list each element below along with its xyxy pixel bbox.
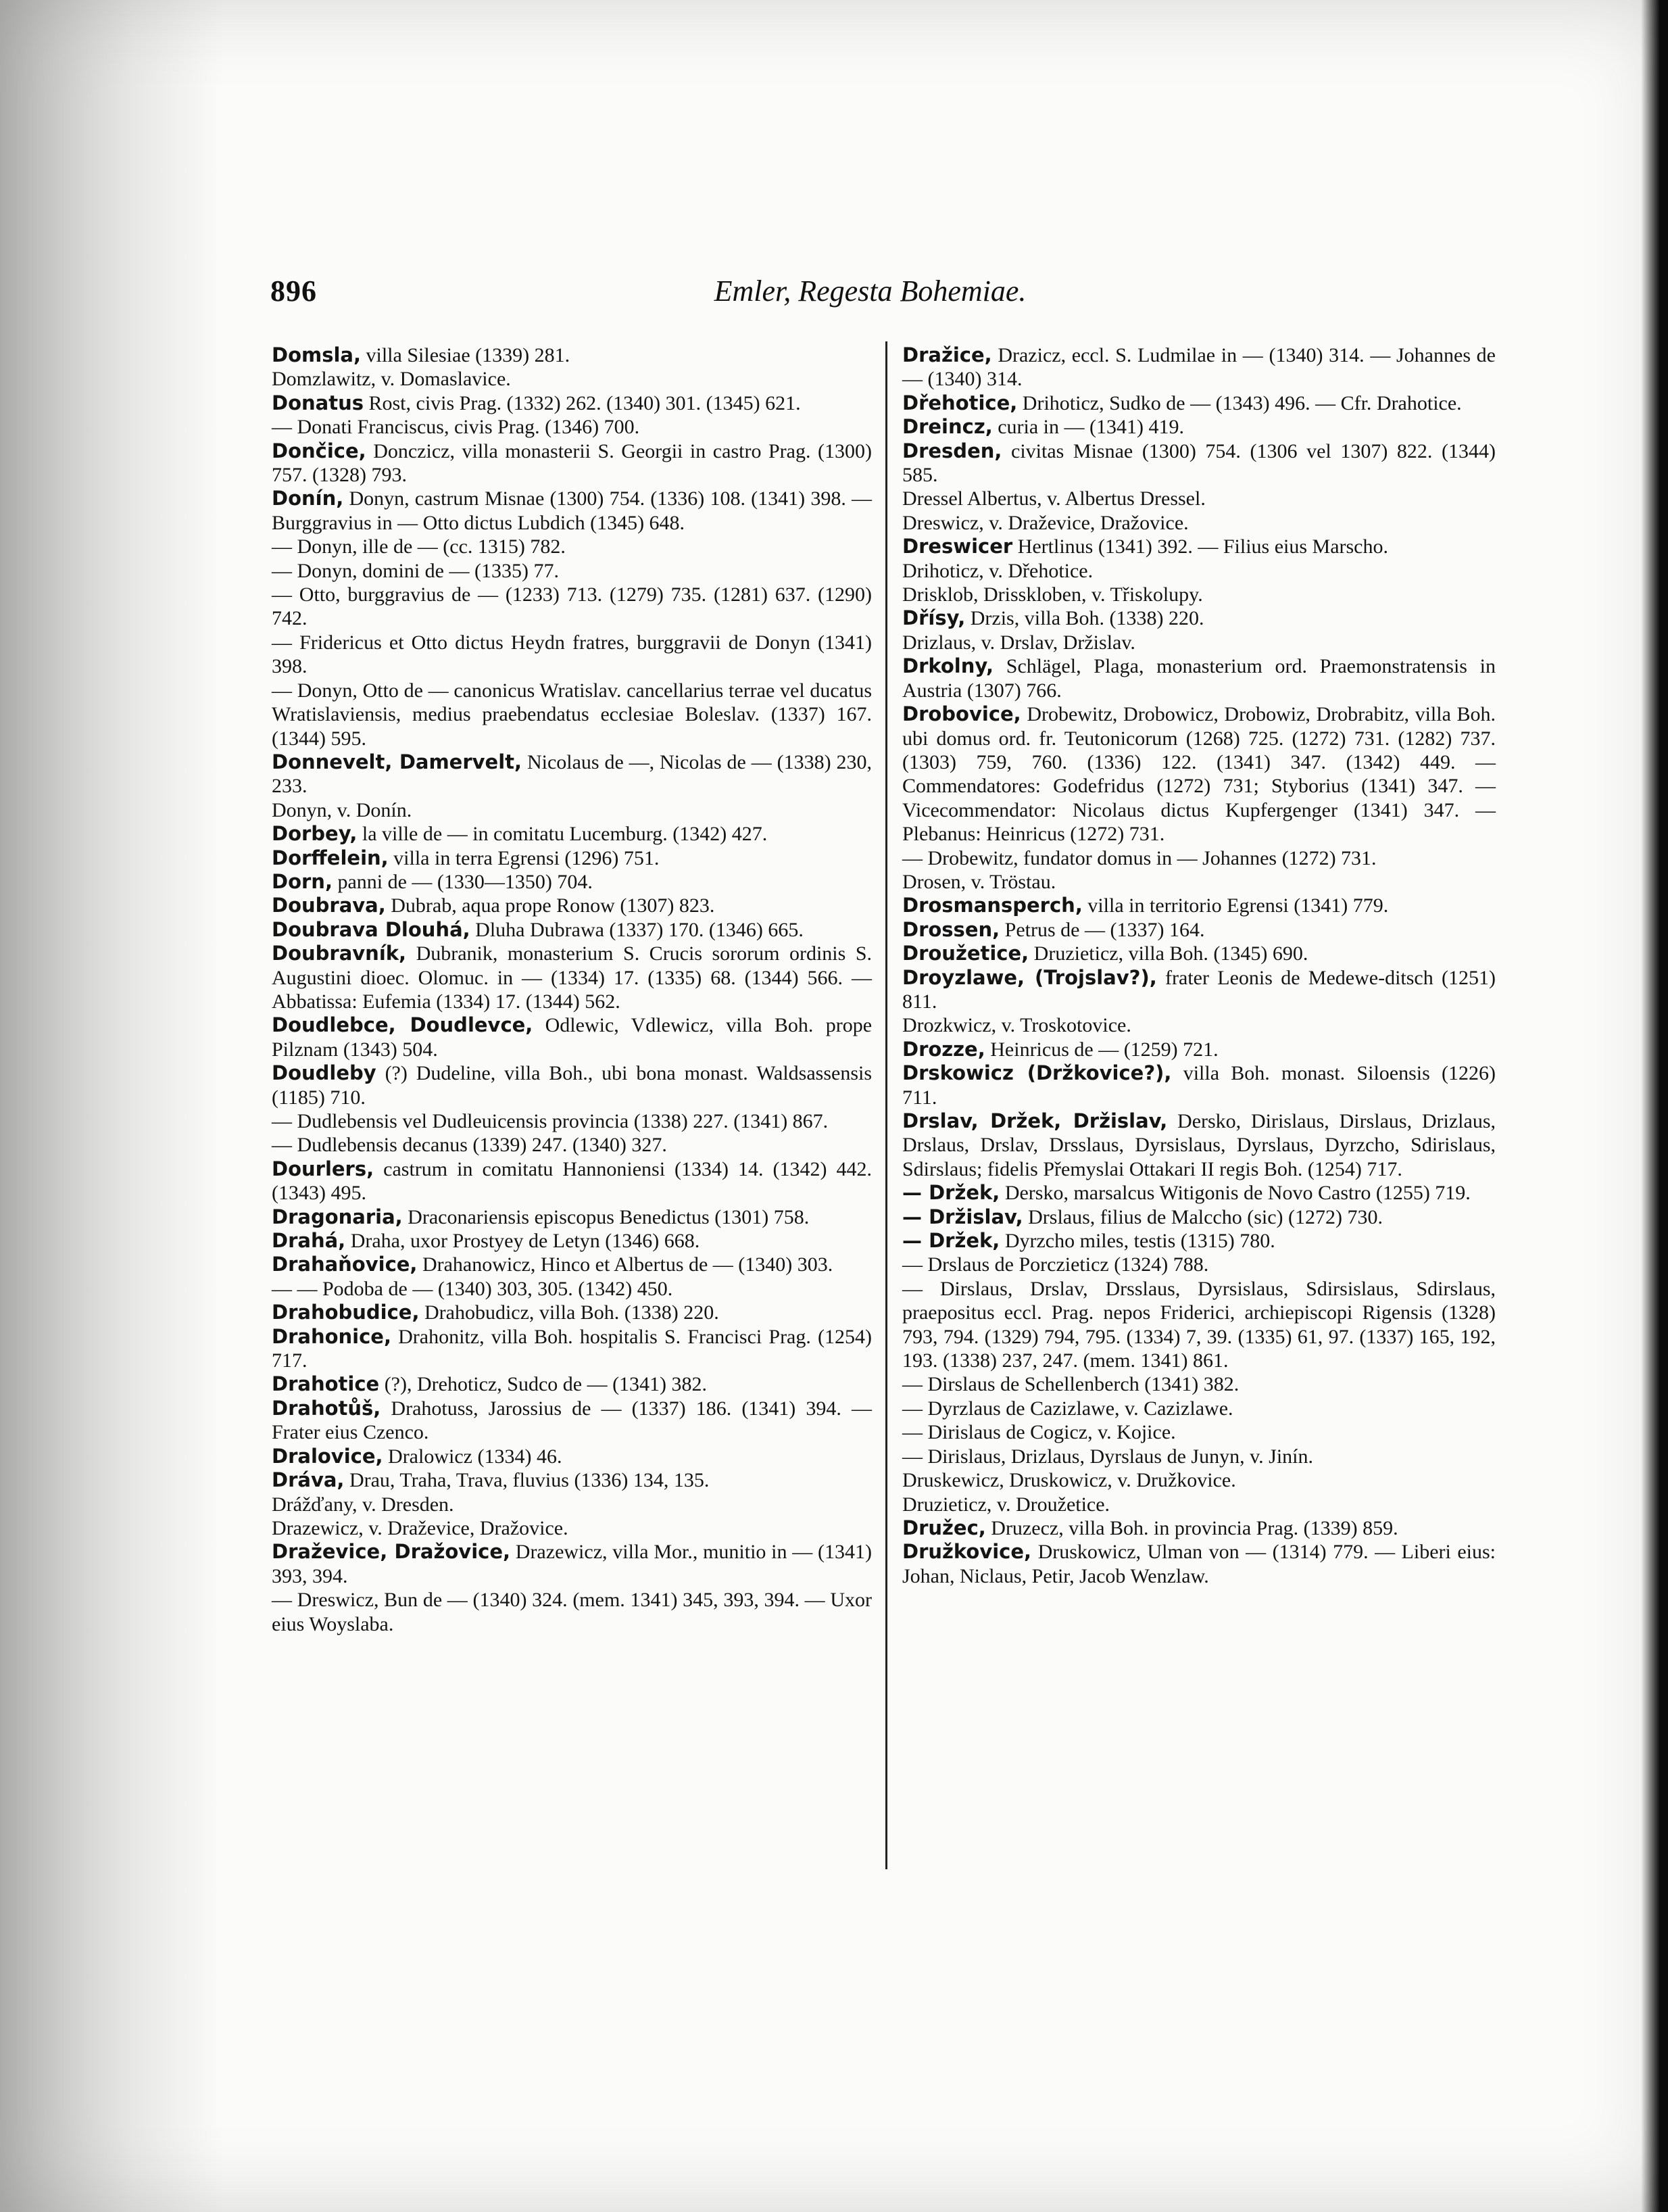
- entry-text: villa in territorio Egrensi (1341) 779.: [1087, 894, 1389, 917]
- entry-headword: Drskowicz (Držkovice?),: [902, 1061, 1172, 1085]
- entry-text: Draconariensis episcopus Benedictus (1301) 758.: [408, 1205, 810, 1228]
- index-entry: [902, 1013, 1496, 1037]
- entry-headword: Drkolny,: [902, 654, 994, 678]
- entry-text: Drahotuss, Jarossius de — (1337) 186. (1341) 394. — Frater eius Czenco.: [272, 1397, 872, 1444]
- index-entry: [272, 1301, 872, 1324]
- entry-text: Drihoticz, Sudko de — (1343) 496. — Cfr. Drahotice.: [1022, 391, 1462, 414]
- entry-text: Drobewitz, Drobowicz, Drobowiz, Drobrabitz, villa Boh. ubi domus ord. fr. Teutonicorum (1268) 725. (1272) 731. (1282) 737. (1303) 759, 760. (1336) 122. (1341) 347. (1342) 449. — Commendatores: Godefridus (1272) 731; Styborius (1341) 347. — Vicecommendator: Nicolaus dictus Kupfergenger (1341) 347. — Plebanus: Heinricus (1272) 731.: [902, 703, 1496, 846]
- index-entry: [272, 1277, 872, 1301]
- index-entry: [902, 606, 1496, 630]
- index-entry: [902, 1038, 1496, 1061]
- entry-headword: Doubravník,: [272, 942, 407, 965]
- index-entry: [272, 1493, 872, 1516]
- entry-text: — Dirislaus, Drizlaus, Dyrslaus de Junyn, v. Jinín.: [902, 1445, 1313, 1468]
- index-entry: [902, 870, 1496, 894]
- entry-text: curia in — (1341) 419.: [998, 416, 1184, 439]
- entry-text: Drahobudicz, villa Boh. (1338) 220.: [424, 1301, 719, 1324]
- index-entry: [272, 439, 872, 487]
- entry-headword: Doubrava,: [272, 894, 386, 917]
- entry-text: Rost, civis Prag. (1332) 262. (1340) 301. (1345) 621.: [368, 391, 801, 414]
- index-entry: [272, 1445, 872, 1468]
- entry-text: — Drobewitz, fundator domus in — Johannes (1272) 731.: [902, 846, 1377, 869]
- page-shadow: [0, 0, 223, 2212]
- entry-text: Schlägel, Plaga, monasterium ord. Praemonstratensis in Austria (1307) 766.: [902, 655, 1496, 702]
- entry-headword: Dralovice,: [272, 1444, 383, 1468]
- entry-headword: Donatus: [272, 391, 364, 414]
- entry-headword: Domsla,: [272, 343, 362, 366]
- index-entry: [902, 1181, 1496, 1205]
- index-entry: [902, 1445, 1496, 1468]
- index-entry: [902, 1229, 1496, 1253]
- index-entry: [272, 1157, 872, 1205]
- entry-text: Drosen, v. Tröstau.: [902, 870, 1056, 893]
- entry-text: villa in terra Egrensi (1296) 751.: [393, 846, 660, 869]
- entry-headword: Donnevelt, Damervelt,: [272, 750, 522, 773]
- entry-text: castrum in comitatu Hannoniensi (1334) 14. (1342) 442. (1343) 495.: [272, 1157, 872, 1205]
- index-entry: [272, 1133, 872, 1157]
- index-entry: [272, 1372, 872, 1396]
- index-entry: [902, 1468, 1496, 1492]
- entry-text: frater Leonis de Medewe-ditsch (1251) 811.: [902, 966, 1496, 1013]
- entry-headword: Dorn,: [272, 869, 333, 893]
- entry-headword: Drahotůš,: [272, 1396, 381, 1420]
- index-entry: [902, 391, 1496, 415]
- entry-headword: — Držek,: [902, 1229, 1000, 1253]
- entry-text: — — Podoba de — (1340) 303, 305. (1342) 450.: [272, 1277, 673, 1300]
- entry-text: Dressel Albertus, v. Albertus Dressel.: [902, 487, 1206, 510]
- entry-headword: Drosmansperch,: [902, 894, 1083, 917]
- entry-text: — Drslaus de Porczieticz (1324) 788.: [902, 1253, 1209, 1276]
- entry-text: Drazewicz, villa Mor., munitio in — (1341) 393, 394.: [272, 1541, 872, 1587]
- entry-text: villa Boh. monast. Siloensis (1226) 711.: [902, 1062, 1496, 1109]
- index-entry: [272, 750, 872, 798]
- index-entry: [272, 583, 872, 631]
- index-entry: [272, 415, 872, 439]
- index-entry: [902, 1253, 1496, 1276]
- entry-headword: Dresden,: [902, 439, 1002, 462]
- entry-headword: Drozze,: [902, 1037, 985, 1061]
- entry-text: Nicolaus de —, Nicolas de — (1338) 230, 233.: [272, 750, 872, 798]
- entry-headword: Dráva,: [272, 1468, 345, 1492]
- entry-headword: Dreincz,: [902, 415, 993, 439]
- index-entry: [272, 1229, 872, 1253]
- entry-headword: Dreswicer: [902, 535, 1013, 558]
- entry-headword: Donín,: [272, 487, 344, 510]
- index-entry: [902, 846, 1496, 870]
- entry-text: Dreswicz, v. Draževice, Dražovice.: [902, 511, 1189, 534]
- entry-text: Donyn, castrum Misnae (1300) 754. (1336) 108. (1341) 398. — Burggravius in — Otto dictus Lubdich (1345) 648.: [272, 487, 872, 534]
- entry-headword: Dončice,: [272, 439, 366, 462]
- entry-text: Drahonitz, villa Boh. hospitalis S. Francisci Prag. (1254) 717.: [272, 1325, 872, 1372]
- page-edge: [1641, 0, 1668, 2212]
- entry-text: Dubrab, aqua prope Ronow (1307) 823.: [391, 894, 715, 917]
- entry-text: Dluha Dubrawa (1337) 170. (1346) 665.: [475, 918, 804, 941]
- entry-text: Drau, Traha, Trava, fluvius (1336) 134, 135.: [349, 1469, 710, 1492]
- entry-text: — Fridericus et Otto dictus Heydn fratres, burggravii de Donyn (1341) 398.: [272, 631, 872, 678]
- index-entry: [902, 1061, 1496, 1109]
- page-number: 896: [270, 274, 317, 308]
- entry-headword: Drossen,: [902, 917, 1000, 941]
- entry-headword: — Držek,: [902, 1181, 1000, 1205]
- entry-text: la ville de — in comitatu Lucemburg. (1342) 427.: [362, 823, 768, 846]
- entry-headword: Dřehotice,: [902, 391, 1018, 414]
- index-entry: [902, 511, 1496, 535]
- entry-text: — Dirslaus, Drslav, Drsslaus, Dyrsislaus, Sdirsislaus, Sdirslaus, praepositus eccl. Prag. nepos Friderici, archiepiscopi Rigensis (1328) 793, 794. (1329) 794, 795. (1334) 7, 39. (1335) 61, 97. (1337) 165, 192, 193. (1338) 237, 247. (mem. 1341) 861.: [902, 1277, 1496, 1372]
- index-entry: [272, 535, 872, 558]
- entry-headword: Dorbey,: [272, 822, 358, 846]
- entry-text: Druskewicz, Druskowicz, v. Družkovice.: [902, 1469, 1236, 1492]
- entry-text: panni de — (1330—1350) 704.: [337, 870, 593, 893]
- index-entry: [902, 1205, 1496, 1229]
- entry-text: Drzis, villa Boh. (1338) 220.: [970, 607, 1204, 630]
- index-entry: [272, 918, 872, 942]
- index-entry: [272, 1540, 872, 1588]
- entry-text: — Dreswicz, Bun de — (1340) 324. (mem. 1341) 345, 393, 394. — Uxor eius Woyslaba.: [272, 1589, 872, 1635]
- entry-headword: Drahobudice,: [272, 1301, 420, 1324]
- entry-text: Drihoticz, v. Dřehotice.: [902, 559, 1094, 582]
- index-entry: [902, 415, 1496, 439]
- entry-headword: Doudlebce, Doudlevce,: [272, 1013, 533, 1037]
- index-entry: [272, 391, 872, 415]
- index-entry: [902, 702, 1496, 846]
- entry-headword: Dourlers,: [272, 1157, 374, 1180]
- column-divider: [885, 341, 887, 1869]
- index-entry: [902, 583, 1496, 606]
- entry-text: Druzieticz, villa Boh. (1345) 690.: [1033, 942, 1308, 965]
- entry-text: Drahanowicz, Hinco et Albertus de — (1340) 303.: [422, 1253, 833, 1276]
- entry-headword: Drahonice,: [272, 1324, 391, 1348]
- index-entry: [902, 487, 1496, 510]
- index-entry: [272, 367, 872, 391]
- index-entry: [272, 1109, 872, 1133]
- entry-headword: — Držislav,: [902, 1205, 1023, 1228]
- entry-headword: Drobovice,: [902, 702, 1021, 726]
- entry-headword: Družkovice,: [902, 1540, 1032, 1564]
- running-title: Emler, Regesta Bohemiae.: [714, 274, 1027, 308]
- entry-headword: Drahotice: [272, 1372, 380, 1396]
- index-entry: [902, 918, 1496, 942]
- page-header: [270, 274, 1470, 314]
- index-entry: [272, 343, 872, 367]
- index-entry: [272, 870, 872, 894]
- entry-headword: Drahaňovice,: [272, 1253, 418, 1276]
- entry-text: — Donyn, domini de — (1335) 77.: [272, 559, 559, 582]
- index-entry: [272, 1588, 872, 1636]
- entry-headword: Družec,: [902, 1516, 986, 1539]
- entry-text: Dersko, Dirislaus, Dirslaus, Drizlaus, Drslaus, Drslav, Drsslaus, Dyrsislaus, Dyrslaus, Dyrzcho, Sdirislaus, Sdirslaus; fidelis Přemyslai Ottakari II regis Boh. (1254) 717.: [902, 1110, 1496, 1180]
- entry-headword: Droužetice,: [902, 942, 1029, 965]
- index-entry: [272, 798, 872, 822]
- entry-text: Dersko, marsalcus Witigonis de Novo Castro (1255) 719.: [1004, 1182, 1471, 1205]
- index-entry: [902, 343, 1496, 391]
- entry-headword: Draževice, Dražovice,: [272, 1540, 511, 1564]
- entry-text: Drozkwicz, v. Troskotovice.: [902, 1014, 1131, 1037]
- entry-text: — Dudlebensis decanus (1339) 247. (1340) 327.: [272, 1134, 667, 1157]
- entry-text: Dubranik, monasterium S. Crucis sororum ordinis S. Augustini dioec. Olomuc. in — (1334) 17. (1335) 68. (1344) 566. — Abbatissa: Eufemia (1334) 17. (1344) 562.: [272, 942, 872, 1013]
- index-entry: [272, 1325, 872, 1373]
- index-entry: [902, 654, 1496, 702]
- entry-text: Dralowicz (1334) 46.: [388, 1445, 562, 1468]
- entry-text: villa Silesiae (1339) 281.: [366, 344, 570, 366]
- index-entry: [272, 1061, 872, 1109]
- index-entry: [272, 942, 872, 1013]
- entry-text: civitas Misnae (1300) 754. (1306 vel 1307) 822. (1344) 585.: [902, 439, 1496, 487]
- index-entry: [272, 559, 872, 583]
- index-entry: [272, 631, 872, 679]
- entry-text: Draha, uxor Prostyey de Letyn (1346) 668.: [350, 1230, 700, 1253]
- entry-text: — Dudlebensis vel Dudleuicensis provincia (1338) 227. (1341) 867.: [272, 1110, 829, 1132]
- index-entry: [272, 846, 872, 870]
- entry-text: Dyrzcho miles, testis (1315) 780.: [1004, 1230, 1275, 1253]
- entry-text: Drslaus, filius de Malccho (sic) (1272) 730.: [1028, 1205, 1383, 1228]
- entry-headword: Drahá,: [272, 1229, 346, 1253]
- entry-text: Druzecz, villa Boh. in provincia Prag. (1339) 859.: [991, 1516, 1398, 1539]
- index-entry: [272, 1468, 872, 1492]
- index-column-right: [902, 343, 1496, 1588]
- entry-text: Drazewicz, v. Draževice, Dražovice.: [272, 1516, 568, 1539]
- entry-text: Donyn, v. Donín.: [272, 798, 412, 821]
- index-entry: [902, 894, 1496, 917]
- entry-text: — Dirislaus de Cogicz, v. Kojice.: [902, 1421, 1176, 1444]
- entry-text: Drážďany, v. Dresden.: [272, 1493, 454, 1516]
- index-entry: [902, 631, 1496, 654]
- entry-text: Drisklob, Drisskloben, v. Třiskolupy.: [902, 583, 1203, 606]
- index-entry: [272, 1205, 872, 1229]
- index-entry: [902, 439, 1496, 487]
- index-entry: [272, 487, 872, 535]
- entry-text: (?), Drehoticz, Sudco de — (1341) 382.: [384, 1373, 708, 1396]
- index-entry: [902, 1277, 1496, 1373]
- index-entry: [902, 1372, 1496, 1396]
- entry-text: Druskowicz, Ulman von — (1314) 779. — Liberi eius: Johan, Niclaus, Petir, Jacob Wenzlaw.: [902, 1541, 1496, 1587]
- entry-headword: Dražice,: [902, 343, 992, 366]
- entry-text: Druzieticz, v. Droužetice.: [902, 1493, 1110, 1516]
- entry-text: — Donyn, Otto de — canonicus Wratislav. cancellarius terrae vel ducatus Wratislaviensis, medius praebendatus ecclesiae Boleslav. (1337) 167. (1344) 595.: [272, 679, 872, 750]
- index-entry: [902, 1493, 1496, 1516]
- index-entry: [272, 1013, 872, 1061]
- index-entry: [902, 942, 1496, 965]
- index-entry: [902, 1540, 1496, 1588]
- index-entry: [272, 679, 872, 750]
- entry-text: — Donati Franciscus, civis Prag. (1346) 700.: [272, 416, 640, 439]
- entry-text: Donczicz, villa monasterii S. Georgii in castro Prag. (1300) 757. (1328) 793.: [272, 439, 873, 487]
- entry-text: Drazicz, eccl. S. Ludmilae in — (1340) 314. — Johannes de — (1340) 314.: [902, 344, 1496, 391]
- index-column-left: [272, 343, 872, 1636]
- index-entry: [272, 822, 872, 846]
- entry-headword: Dřísy,: [902, 606, 966, 630]
- index-entry: [272, 1253, 872, 1276]
- index-entry: [902, 1397, 1496, 1420]
- index-entry: [902, 559, 1496, 583]
- entry-text: — Otto, burggravius de — (1233) 713. (1279) 735. (1281) 637. (1290) 742.: [272, 583, 872, 630]
- entry-headword: Doudleby: [272, 1061, 376, 1085]
- entry-text: Heinricus de — (1259) 721.: [990, 1038, 1219, 1061]
- entry-headword: Dorffelein,: [272, 846, 389, 869]
- entry-text: Domzlawitz, v. Domaslavice.: [272, 368, 511, 391]
- index-entry: [902, 966, 1496, 1014]
- entry-text: (?) Dudeline, villa Boh., ubi bona monast. Waldsassensis (1185) 710.: [272, 1062, 873, 1109]
- index-entry: [272, 894, 872, 917]
- index-entry: [902, 1420, 1496, 1444]
- index-entry: [272, 1516, 872, 1540]
- entry-headword: Drslav, Držek, Držislav,: [902, 1109, 1168, 1132]
- index-entry: [272, 1397, 872, 1445]
- index-entry: [902, 1516, 1496, 1540]
- entry-headword: Doubrava Dlouhá,: [272, 917, 470, 941]
- entry-text: Drizlaus, v. Drslav, Držislav.: [902, 631, 1135, 654]
- entry-headword: Dragonaria,: [272, 1205, 403, 1228]
- entry-text: — Dyrzlaus de Cazizlawe, v. Cazizlawe.: [902, 1397, 1233, 1420]
- entry-text: Petrus de — (1337) 164.: [1004, 918, 1205, 941]
- index-entry: [902, 535, 1496, 558]
- entry-text: — Dirslaus de Schellenberch (1341) 382.: [902, 1373, 1240, 1396]
- entry-text: Odlewic, Vdlewicz, villa Boh. prope Pilznam (1343) 504.: [272, 1014, 873, 1061]
- entry-text: Hertlinus (1341) 392. — Filius eius Marscho.: [1017, 535, 1388, 558]
- entry-text: — Donyn, ille de — (cc. 1315) 782.: [272, 535, 566, 558]
- entry-headword: Droyzlawe, (Trojslav?),: [902, 965, 1157, 989]
- index-entry: [902, 1109, 1496, 1181]
